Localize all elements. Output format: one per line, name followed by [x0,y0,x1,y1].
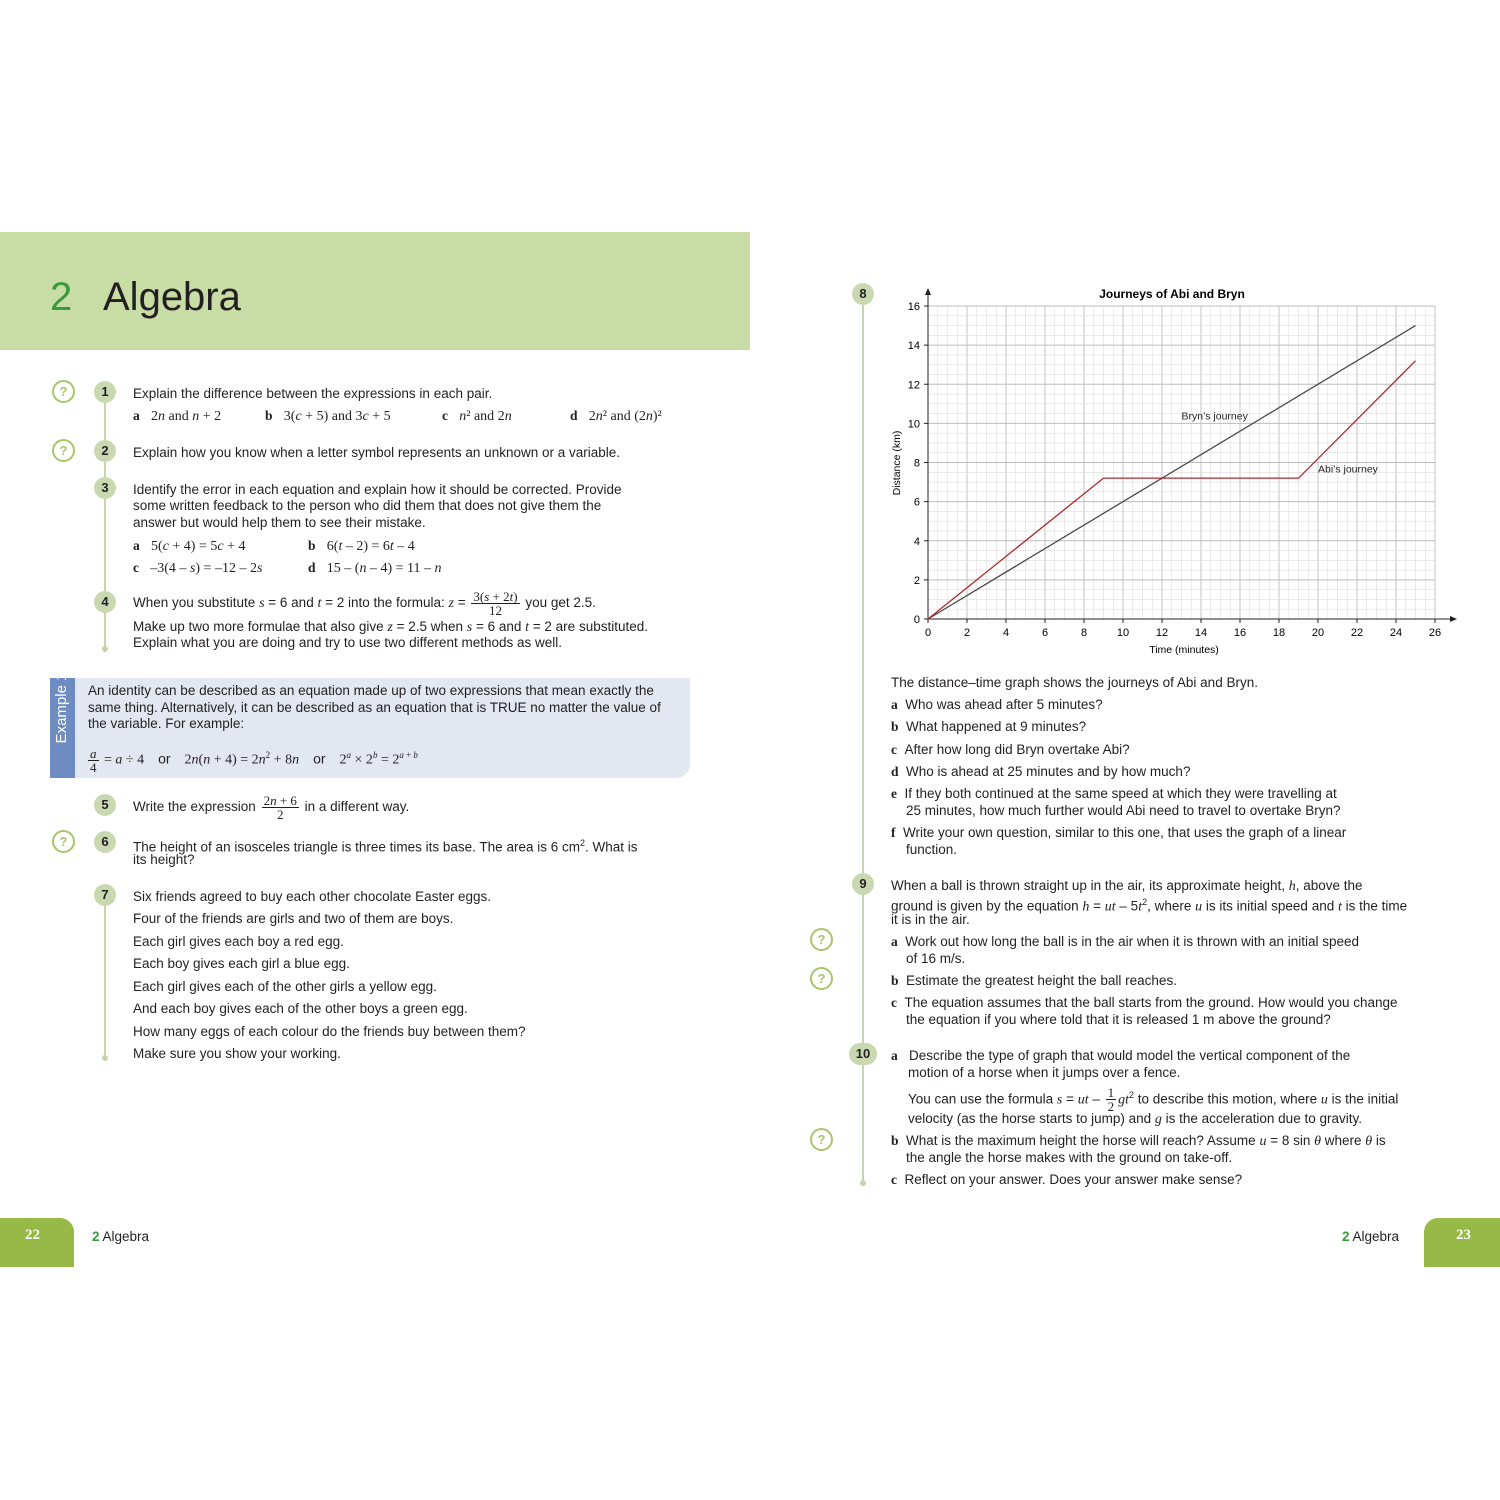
q10-a-line4: velocity (as the horse starts to jump) and g is the acceleration due to gravity. [908,1111,1362,1127]
x-tick-label: 24 [1389,627,1403,639]
part-label: a [891,1048,898,1063]
y-axis-label: Distance (km) [891,430,903,496]
y-tick-label: 2 [913,574,920,587]
part-label: e [891,786,897,801]
help-icon[interactable]: ? [810,1128,833,1151]
question-number: 4 [94,591,116,613]
y-tick-label: 4 [913,535,920,548]
help-icon[interactable]: ? [52,830,75,853]
part-expression: 3(c + 5) and 3c + 5 [283,409,391,424]
x-tick-label: 22 [1350,627,1364,639]
part-text: The equation assumes that the ball starts from the ground. How would you change [904,995,1398,1010]
q6-line1: The height of an isosceles triangle is three times its base. The area is 6 $cm^2$. What is [133,838,638,855]
part-expression: 6(t – 2) = 6t – 4 [326,539,415,554]
part-label: c [891,995,897,1010]
q8-part-f [891,824,1346,841]
part-expression: 2n and n + 2 [151,409,222,424]
question-number: 6 [94,831,116,853]
x-axis-arrow [1450,616,1457,622]
right-page-number: 23 [1456,1227,1471,1243]
q7-line: Four of the friends are girls and two of them are boys. [133,911,454,926]
y-tick-label: 14 [907,340,920,353]
question-number: 5 [94,794,116,816]
q8-part-c [891,741,1130,758]
x-tick-label: 2 [963,627,971,639]
part-label: d [308,560,316,575]
part-label: b [891,719,899,734]
part-text: Work out how long the ball is in the air when it is thrown with an initial speed [905,934,1360,949]
q8-part-e-cont: 25 minutes, how much further would Abi need to travel to overtake Bryn? [906,803,1341,818]
distance-time-chart [880,280,1460,660]
q7-line: Six friends agreed to buy each other chocolate Easter eggs. [133,889,491,904]
q7-line: Make sure you show your working. [133,1046,341,1061]
q10-part-c [891,1171,1242,1188]
question-number: 7 [94,884,116,906]
part-expression: 5(c + 4) = 5c + 4 [151,539,246,554]
part-label: b [891,973,899,988]
x-tick-label: 8 [1080,627,1088,639]
q9-line1: When a ball is thrown straight up in the air, its approximate height, h, above the [891,878,1363,894]
question-number: 1 [94,381,116,403]
q1-part-c [442,407,512,425]
question-number: 8 [852,283,874,305]
part-label: a [891,697,898,712]
q10-b-line2: the angle the horse makes with the ground on take-off. [906,1150,1233,1165]
q1-part-b [265,407,391,425]
part-label: f [891,825,896,840]
part-expression: 15 – (n – 4) = 11 – n [326,561,442,576]
part-expression: –3(4 – s) = –12 – 2s [150,561,263,576]
q9-part-c [891,994,1398,1011]
help-icon[interactable]: ? [810,967,833,990]
footer-chapter-num: 2 [1342,1229,1350,1244]
part-text: Who was ahead after 5 minutes? [905,697,1103,712]
q4-line3: Explain what you are doing and try to use two different methods as well. [133,635,562,650]
part-text: Write your own question, similar to this one, that uses the graph of a linear [903,825,1347,840]
x-tick-label: 6 [1041,627,1049,639]
y-tick-label: 10 [907,418,920,431]
q8-part-b [891,718,1086,735]
chapter-title: Algebra [103,275,241,319]
q1-part-d [570,407,662,425]
y-axis-arrow [925,288,931,295]
help-icon[interactable]: ? [52,380,75,403]
part-label: c [891,742,897,757]
right-running-footer [1342,1229,1399,1244]
q9-part-a-cont: of 16 m/s. [906,951,966,966]
q10-part-a [891,1047,1350,1064]
part-text: Who is ahead at 25 minutes and by how much? [906,764,1191,779]
help-icon[interactable]: ? [52,439,75,462]
timeline-end-dot [102,646,108,652]
q9-line3: it is in the air. [891,912,970,927]
part-text: What happened at 9 minutes? [906,719,1087,734]
y-tick-label: 8 [913,457,920,470]
part-label: c [891,1172,897,1187]
q2-text: Explain how you know when a letter symbol represents an unknown or a variable. [133,445,621,460]
help-icon[interactable]: ? [810,928,833,951]
x-tick-label: 14 [1194,627,1208,639]
footer-chapter-num: 2 [92,1229,100,1244]
part-text: What is the maximum height the horse will reach? Assume u = 8 sin θ where θ is [906,1133,1386,1149]
part-label: b [265,408,273,423]
q7-line: Each boy gives each girl a blue egg. [133,956,350,971]
left-running-footer [92,1229,149,1244]
x-tick-label: 10 [1116,627,1130,639]
part-expression: 2n² and (2n)² [588,409,662,424]
q3-part-b [308,537,415,555]
x-tick-label: 12 [1155,627,1169,639]
q9-part-b [891,972,1177,989]
q3-part-c [133,559,262,577]
q9-part-c-cont: the equation if you where told that it is released 1 m above the ground? [906,1012,1331,1027]
q3-text-line: Identify the error in each equation and explain how it should be corrected. Provide [133,482,622,497]
q8-part-a [891,696,1103,713]
part-label: d [891,764,899,779]
q1-part-a [133,407,221,425]
q3-part-a [133,537,245,555]
example-text-line: same thing. Alternatively, it can be described as an equation that is TRUE no matter the value of [88,700,661,715]
q10-a-line2: motion of a horse when it jumps over a fence. [908,1065,1181,1080]
example-text-line: An identity can be described as an equation made up of two expressions that mean exactly the [88,683,654,698]
question-number: 3 [94,477,116,499]
chapter-number: 2 [50,275,73,319]
example-label: Example 1 [53,672,70,744]
q8-part-e [891,785,1337,802]
footer-chapter-name: Algebra [1352,1229,1400,1244]
part-label: d [570,408,578,423]
q4-line1: When you substitute s = 6 and t = 2 into the formula: z = $\frac{3(s + 2t)}{12}$ you get 2.5. [133,588,596,618]
q7-line: How many eggs of each colour do the friends buy between them? [133,1024,526,1039]
question-number: 9 [852,873,874,895]
q3-text-line: answer but would help them to see their mistake. [133,515,426,530]
x-tick-label: 20 [1311,627,1325,639]
q3-text-line: some written feedback to the person who did them that does not give them the [133,498,602,513]
q7-line: And each boy gives each of the other boys a green egg. [133,1001,468,1016]
question-number: 10 [849,1043,877,1065]
x-tick-label: 26 [1428,627,1442,639]
q7-line: Each girl gives each boy a red egg. [133,934,344,949]
part-label: a [891,934,898,949]
part-label: b [891,1133,899,1148]
chart-title: Journeys of Abi and Bryn [1099,287,1245,301]
part-expression: n² and 2n [459,409,512,424]
timeline-end-dot [860,1180,866,1186]
example-identities: $\frac{a}{4}$ = a ÷ 4 or $2n(n + 4) = 2n^2 + 8n$ or $2^a \times 2^b = 2^{a + b}$ [90,745,418,775]
q1-text: Explain the difference between the expressions in each pair. [133,386,493,401]
part-label: b [308,538,316,553]
q7-timeline [104,895,106,1057]
q9-line2: ground is given by the equation h = ut – $5t^2$, where u is its initial speed and t is the time [891,897,1408,915]
y-tick-label: 0 [913,614,920,626]
part-text: Describe the type of graph that would model the vertical component of the [909,1048,1351,1063]
part-label: a [133,538,140,553]
q8-part-f-cont: function. [906,842,958,857]
q7-line: Each girl gives each of the other girls a yellow egg. [133,979,437,994]
left-page-number: 22 [25,1227,40,1243]
q8-part-d [891,763,1190,780]
q3-part-d [308,559,442,577]
q4-line2: Make up two more formulae that also give z = 2.5 when s = 6 and t = 2 are substituted. [133,619,648,635]
part-text: Reflect on your answer. Does your answer make sense? [904,1172,1243,1187]
part-label: c [442,408,448,423]
q6-line2: its height? [133,852,195,867]
example-text-line: the variable. For example: [88,716,245,731]
q10-a-line3: You can use the formula s = ut – $\frac{1}{2}$ $gt^2$ to describe this motion, where u is the initial [908,1085,1399,1115]
y-tick-label: 16 [907,301,920,313]
q8-intro: The distance–time graph shows the journeys of Abi and Bryn. [891,675,1258,690]
x-tick-label: 18 [1272,627,1286,639]
q5-text: Write the expression $\frac{2n + 6}{2}$ in a different way. [133,792,410,822]
x-tick-label: 4 [1002,627,1010,639]
x-axis-label: Time (minutes) [1149,644,1219,656]
x-tick-label: 0 [924,627,932,639]
x-tick-label: 16 [1233,627,1247,639]
q10-part-b [891,1132,1386,1150]
question-number: 2 [94,440,116,462]
y-tick-label: 6 [913,496,920,509]
y-tick-label: 12 [907,379,920,392]
part-label: a [133,408,140,423]
abi-journey-label: Abi’s journey [1318,463,1378,476]
bryn-journey-label: Bryn’s journey [1181,410,1248,423]
part-text: If they both continued at the same speed at which they were travelling at [904,786,1337,801]
timeline-end-dot [102,1055,108,1061]
part-text: Estimate the greatest height the ball reaches. [906,973,1177,988]
q9-part-a [891,933,1359,950]
part-text: After how long did Bryn overtake Abi? [904,742,1130,757]
footer-chapter-name: Algebra [102,1229,150,1244]
part-label: c [133,560,139,575]
